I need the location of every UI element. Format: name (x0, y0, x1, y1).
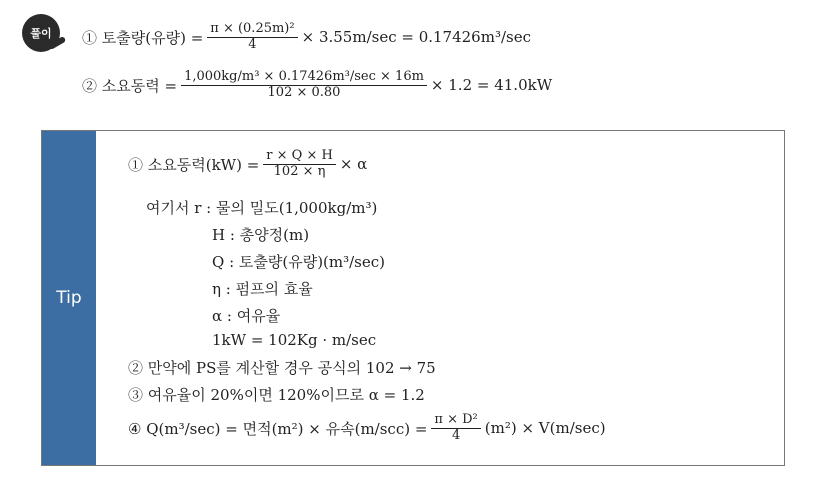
tip-formula-1-numerator: r × Q × H (263, 149, 336, 165)
tip-formula-1 (128, 149, 367, 180)
tip-formula-1-fraction (263, 149, 336, 180)
tip-def-kw: 1kW = 102Kg · m/sec (212, 331, 377, 349)
tip-formula-1-label: ① 소요동력(kW) = (128, 155, 260, 174)
solution-2-rest: × 1.2 = 41.0kW (430, 76, 553, 95)
tip-note-3: ③ 여유율이 20%이면 120%이므로 α = 1.2 (128, 386, 425, 404)
solution-2-numerator: 1,000kg/m³ × 0.17426m³/sec × 16m (181, 70, 427, 86)
tip-formula-1-rest: × α (339, 155, 368, 174)
tip-formula-4 (128, 413, 606, 444)
solution-2-denominator: 102 × 0.80 (267, 84, 341, 100)
tip-label: Tip (42, 131, 96, 465)
solution-2-fraction (181, 70, 427, 101)
tip-formula-4-fraction (431, 413, 480, 444)
solution-badge-icon: 풀이 (22, 14, 60, 52)
tip-def-alpha: α : 여유율 (212, 307, 281, 325)
tip-formula-1-denominator: 102 × η (273, 163, 326, 179)
tip-formula-4-numerator: π × D² (431, 413, 480, 429)
tip-formula-4-denominator: 4 (451, 427, 461, 443)
tip-def-q: Q : 토출량(유량)(m³/sec) (212, 253, 386, 271)
solution-2-label: ② 소요동력 = (82, 76, 178, 95)
tip-defs-intro: 여기서 r : 물의 밀도(1,000kg/m³) (146, 199, 378, 217)
tip-def-h: H : 총양정(m) (212, 226, 310, 244)
solution-1-fraction (207, 22, 297, 53)
solution-1-label: ① 토출량(유량) = (82, 28, 204, 47)
solution-2 (82, 70, 552, 101)
tip-def-eta: η : 펌프의 효율 (212, 280, 313, 298)
tip-formula-4-label: ④ Q(m³/sec) = 면적(m²) × 유속(m/scc) = (128, 419, 428, 438)
tip-box (41, 130, 785, 466)
solution-1-numerator: π × (0.25m)² (207, 22, 297, 38)
solution-1-denominator: 4 (248, 36, 257, 52)
tip-note-2: ② 만약에 PS를 계산할 경우 공식의 102 → 75 (128, 359, 436, 377)
solution-1 (82, 22, 531, 53)
tip-formula-4-rest: (m²) × V(m/sec) (484, 419, 606, 438)
solution-1-rest: × 3.55m/sec = 0.17426m³/sec (301, 28, 531, 47)
